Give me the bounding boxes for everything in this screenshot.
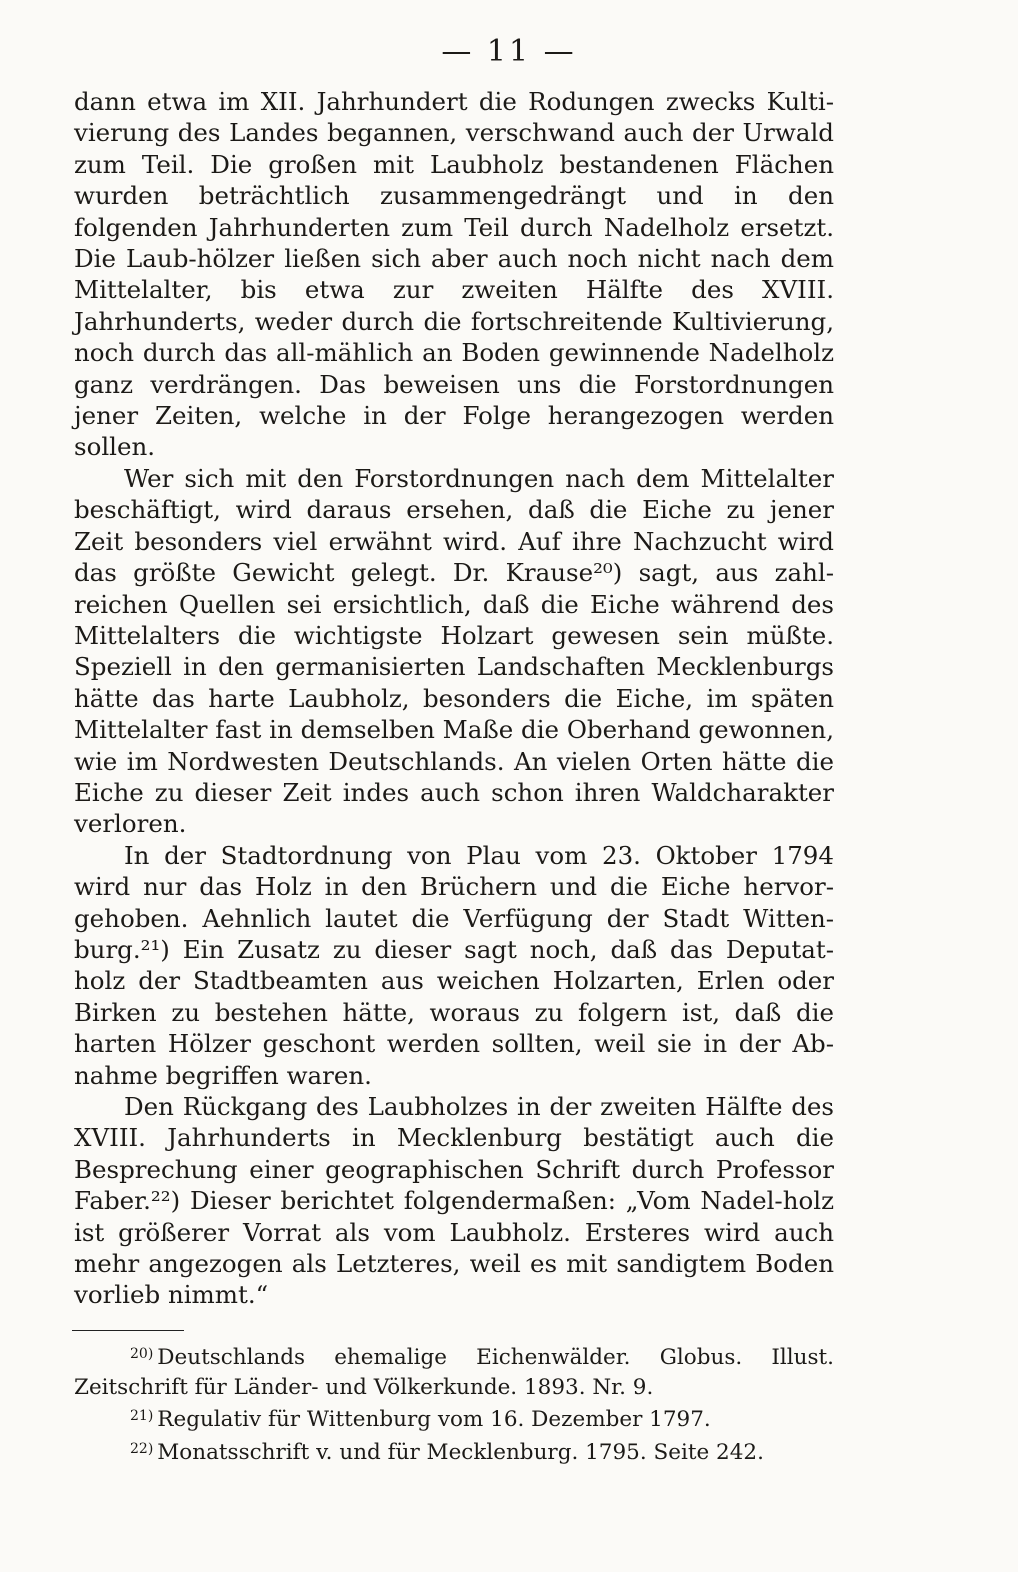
footnote-marker: 20) [130,1346,154,1362]
footnote-marker: 21) [130,1408,154,1424]
paragraph-3: In der Stadtordnung von Plau vom 23. Oktober 1794 wird nur das Holz in den Brüchern und die Eiche hervor-gehoben. Aehnlich lautet die Verfügung der Stadt Witten-burg.²¹) Ein Zusatz zu dieser sagt noch, daß das Deputat-holz der Stadtbeamten aus weichen Holzarten, Erlen oder Birken zu bestehen hätte, woraus zu folgern ist, daß die harten Hölzer geschont werden sollten, weil sie in der Ab-nahme begriffen waren. [74,840,834,1090]
footnote-20 [74,1340,834,1402]
page-number: — 11 — [441,34,577,69]
footnote-text: Regulativ für Wittenburg vom 16. Dezember 1797. [157,1407,711,1432]
footnote-text: Monatsschrift v. und für Mecklenburg. 1795. Seite 242. [157,1439,764,1465]
footnote-marker: 22) [130,1440,154,1457]
paragraph-1: dann etwa im XII. Jahrhundert die Rodungen zwecks Kulti-vierung des Landes begannen, verschwand auch der Urwald zum Teil. Die großen mit Laubholz bestandenen Flächen wurden beträchtlich zusammengedrängt und in den folgenden Jahrhunderten zum Teil durch Nadelholz ersetzt. Die Laub-hölzer ließen sich aber auch noch nicht nach dem Mittelalter, bis etwa zur zweiten Hälfte des XVIII. Jahrhunderts, weder durch die fortschreitende Kultivierung, noch durch das all-mählich an Boden gewinnende Nadelholz ganz verdrängen. Das beweisen uns die Forstordnungen jener Zeiten, welche in der Folge herangezogen werden sollen. [74,87,834,462]
footnote-21 [74,1402,834,1435]
footnote-separator [72,1330,184,1331]
footnote-text: Deutschlands ehemalige Eichenwälder. Globus. Illust. Zeitschrift für Länder- und Völkerkunde. 1893. Nr. 9. [74,1345,834,1400]
footnotes [74,1340,834,1467]
paragraph-4: Den Rückgang des Laubholzes in der zweiten Hälfte des XVIII. Jahrhunderts in Mecklenburg bestätigt auch die Besprechung einer geographischen Schrift durch Professor Faber.²²) Dieser berichtet folgendermaßen: „Vom Nadel-holz ist größerer Vorrat als vom Laubholz. Ersteres wird auch mehr angezogen als Letzteres, weil es mit sandigtem Boden vorlieb nimmt.“ [74,1092,834,1310]
footnote-22 [74,1435,834,1468]
paragraph-2: Wer sich mit den Forstordnungen nach dem Mittelalter beschäftigt, wird daraus ersehen, daß die Eiche zu jener Zeit besonders viel erwähnt wird. Auf ihre Nachzucht wird das größte Gewicht gelegt. Dr. Krause²⁰) sagt, aus zahl-reichen Quellen sei ersichtlich, daß die Eiche während des Mittelalters die wichtigste Holzart gewesen sein müßte. Speziell in den germanisierten Landschaften Mecklenburgs hätte das harte Laubholz, besonders die Eiche, im späten Mittelalter fast in demselben Maße die Oberhand gewonnen, wie im Nordwesten Deutschlands. An vielen Orten hätte die Eiche zu dieser Zeit indes auch schon ihren Waldcharakter verloren. [74,463,834,839]
main-text [74,86,834,1311]
